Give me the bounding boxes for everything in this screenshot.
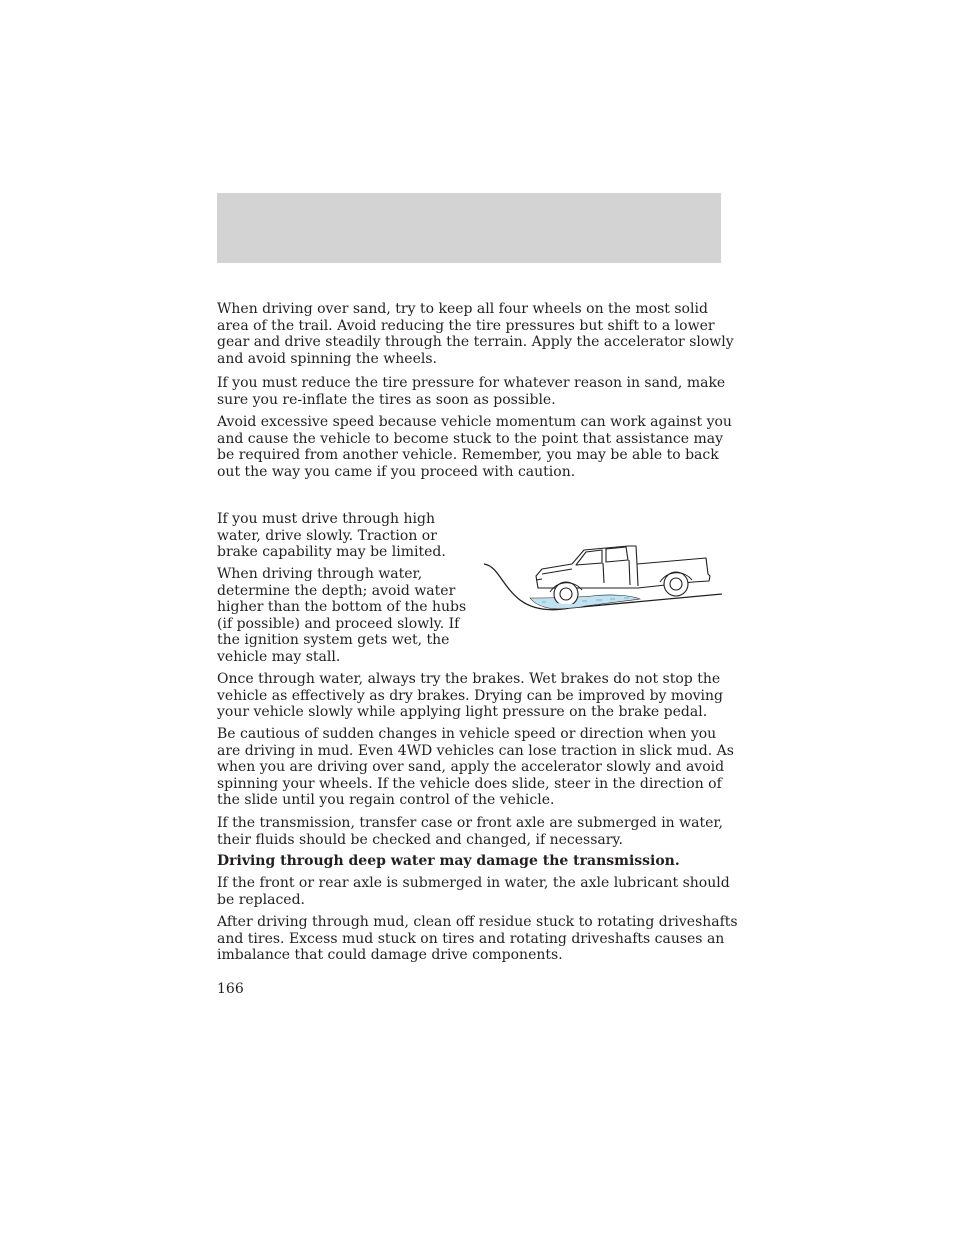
text-line: When driving through water, xyxy=(217,566,423,582)
chapter-header-band xyxy=(217,193,721,263)
text-line: the ignition system gets wet, the xyxy=(217,632,450,649)
text-line: gear and drive steadily through the terrain. Apply the accelerator slowly xyxy=(217,334,734,351)
text-line: vehicle may stall. xyxy=(217,648,341,665)
text-line: Be cautious of sudden changes in vehicle speed or direction when you xyxy=(217,726,717,742)
text-line: If the front or rear axle is submerged in water, the axle lubricant should xyxy=(217,875,730,891)
text-line: Avoid excessive speed because vehicle momentum can work against you xyxy=(217,414,732,430)
text-line: and cause the vehicle to become stuck to the point that assistance may xyxy=(217,430,724,447)
text-line: spinning your wheels. If the vehicle does slide, steer in the direction of xyxy=(217,775,722,792)
text-line: and avoid spinning the wheels. xyxy=(217,350,437,367)
text-line: and tires. Excess mud stuck on tires and rotating driveshafts causes an xyxy=(217,930,725,947)
sand-paragraph-2 xyxy=(217,375,726,408)
text-line: vehicle as effectively as dry brakes. Drying can be improved by moving xyxy=(217,687,723,704)
text-line: If you must drive through high xyxy=(217,511,435,527)
text-line: imbalance that could damage drive components. xyxy=(217,947,563,964)
text-line: (if possible) and proceed slowly. If xyxy=(217,615,460,632)
text-line: brake capability may be limited. xyxy=(217,544,446,561)
text-line: area of the trail. Avoid reducing the tire pressures but shift to a lower xyxy=(217,317,715,334)
truck-in-water-illustration xyxy=(480,536,722,616)
text-line: the slide until you regain control of the vehicle. xyxy=(217,792,555,809)
text-line: your vehicle slowly while applying light pressure on the brake pedal. xyxy=(217,704,708,721)
text-line: their fluids should be checked and changed, if necessary. xyxy=(217,831,623,848)
text-line: Driving through deep water may damage the transmission. xyxy=(217,853,680,869)
brakes-paragraph xyxy=(217,671,721,721)
page-number: 166 xyxy=(217,981,244,997)
text-line: determine the depth; avoid water xyxy=(217,582,456,599)
text-line: If you must reduce the tire pressure for whatever reason in sand, make xyxy=(217,375,726,391)
text-line: After driving through mud, clean off residue stuck to rotating driveshafts xyxy=(217,914,738,930)
mud-paragraph xyxy=(217,726,734,809)
sand-paragraph-3 xyxy=(217,414,732,480)
text-line: be replaced. xyxy=(217,891,305,908)
text-line: water, drive slowly. Traction or xyxy=(217,527,437,544)
water-paragraph-2 xyxy=(217,566,467,666)
text-line: higher than the bottom of the hubs xyxy=(217,599,467,616)
text-line: are driving in mud. Even 4WD vehicles can lose traction in slick mud. As xyxy=(217,742,734,759)
text-line: Once through water, always try the brakes. Wet brakes do not stop the xyxy=(217,671,721,687)
sand-paragraph-1 xyxy=(217,301,734,367)
mud-residue-paragraph xyxy=(217,914,738,964)
text-line: out the way you came if you proceed with caution. xyxy=(217,463,576,480)
axle-paragraph xyxy=(217,875,730,908)
text-line: When driving over sand, try to keep all four wheels on the most solid xyxy=(217,301,708,317)
text-line: be required from another vehicle. Remember, you may be able to back xyxy=(217,447,719,464)
deep-water-warning xyxy=(217,853,721,870)
text-line: If the transmission, transfer case or front axle are submerged in water, xyxy=(217,815,723,831)
water-paragraph-1 xyxy=(217,511,467,561)
text-line: sure you re-inflate the tires as soon as possible. xyxy=(217,391,556,408)
text-line: when you are driving over sand, apply the accelerator slowly and avoid xyxy=(217,759,725,776)
fluids-paragraph xyxy=(217,815,721,848)
